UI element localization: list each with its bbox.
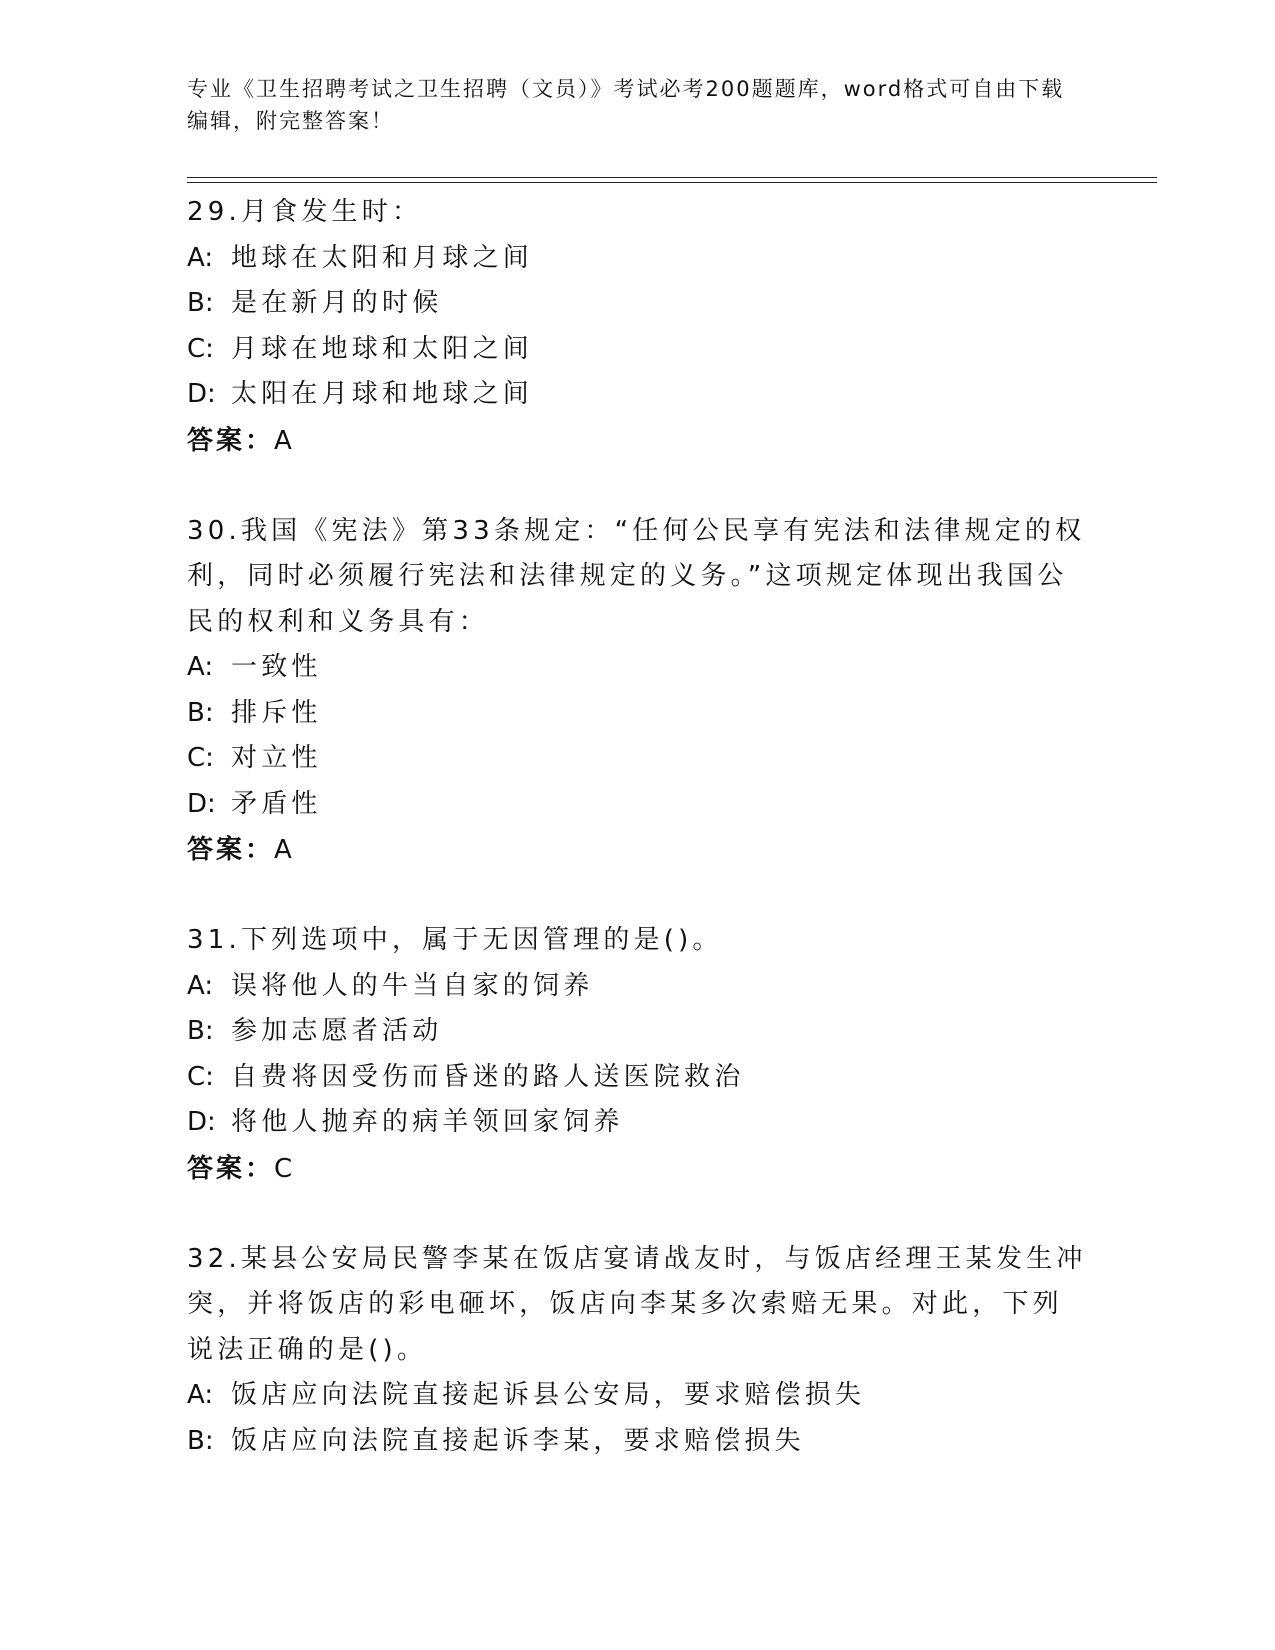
answer-line (187, 418, 1087, 464)
option-a (187, 645, 1087, 691)
answer-line (187, 827, 1087, 873)
option-letter: B: (187, 288, 214, 318)
answer-label: 答案： (187, 425, 275, 456)
option-text: 饭店应向法院直接起诉县公安局，要求赔偿损失 (231, 1380, 866, 1410)
header-divider-bottom (187, 182, 1157, 183)
option-a (187, 964, 1087, 1010)
option-b (187, 691, 1087, 737)
header-divider-top (187, 177, 1157, 178)
option-letter: A: (187, 970, 214, 1001)
option-letter: B: (187, 1016, 214, 1046)
question-32 (187, 1237, 1087, 1465)
option-text: 自费将因受伤而昏迷的路人送医院救治 (231, 1061, 745, 1092)
option-text: 将他人抛弃的病羊领回家饲养 (231, 1107, 624, 1137)
question-stem: 32.某县公安局民警李某在饭店宴请战友时，与饭店经理王某发生冲突，并将饭店的彩电砸坏，饭店向李某多次索赔无果。对此，下列说法正确的是()。 (187, 1243, 1087, 1365)
option-letter: D: (187, 1107, 216, 1137)
option-letter: C: (187, 333, 214, 364)
option-text: 是在新月的时候 (231, 288, 443, 318)
option-b (187, 1419, 1087, 1465)
question-30 (187, 509, 1087, 874)
question-31 (187, 918, 1087, 1192)
option-text: 月球在地球和太阳之间 (231, 333, 534, 364)
answer-value: A (274, 835, 292, 865)
option-text: 排斥性 (231, 697, 322, 728)
answer-label: 答案： (187, 1153, 275, 1184)
option-a (187, 1373, 1087, 1419)
option-c (187, 736, 1087, 782)
option-text: 地球在太阳和月球之间 (231, 242, 534, 273)
answer-value: A (274, 425, 292, 456)
option-letter: D: (187, 788, 216, 819)
option-c (187, 1055, 1087, 1101)
option-letter: C: (187, 1061, 214, 1092)
option-b (187, 281, 1087, 327)
option-letter: A: (187, 242, 214, 273)
answer-label: 答案： (187, 835, 275, 865)
option-text: 饭店应向法院直接起诉李某，要求赔偿损失 (231, 1425, 805, 1456)
option-d (187, 782, 1087, 828)
option-letter: A: (187, 652, 214, 682)
option-text: 误将他人的牛当自家的饲养 (231, 970, 594, 1001)
option-letter: A: (187, 1380, 214, 1410)
question-list (187, 190, 1087, 1509)
option-text: 对立性 (231, 743, 322, 773)
option-letter: C: (187, 743, 214, 773)
question-stem: 30.我国《宪法》第33条规定：“任何公民享有宪法和法律规定的权利，同时必须履行宪法和法律规定的义务。”这项规定体现出我国公民的权利和义务具有： (187, 515, 1086, 637)
option-d (187, 372, 1087, 418)
answer-value: C (274, 1153, 293, 1184)
option-b (187, 1009, 1087, 1055)
option-a (187, 236, 1087, 282)
question-29 (187, 190, 1087, 464)
answer-line (187, 1146, 1087, 1192)
option-text: 参加志愿者活动 (231, 1016, 443, 1046)
document-header: 专业《卫生招聘考试之卫生招聘（文员）》考试必考200题题库，word格式可自由下载编辑，附完整答案！ (187, 77, 1065, 133)
question-stem: 29.月食发生时： (187, 197, 423, 227)
option-text: 太阳在月球和地球之间 (231, 379, 534, 409)
option-text: 一致性 (231, 652, 322, 682)
option-letter: B: (187, 697, 214, 728)
option-d (187, 1100, 1087, 1146)
option-text: 矛盾性 (231, 788, 322, 819)
option-letter: D: (187, 379, 216, 409)
option-letter: B: (187, 1425, 214, 1456)
option-c (187, 327, 1087, 373)
question-stem: 31.下列选项中，属于无因管理的是()。 (187, 925, 723, 955)
